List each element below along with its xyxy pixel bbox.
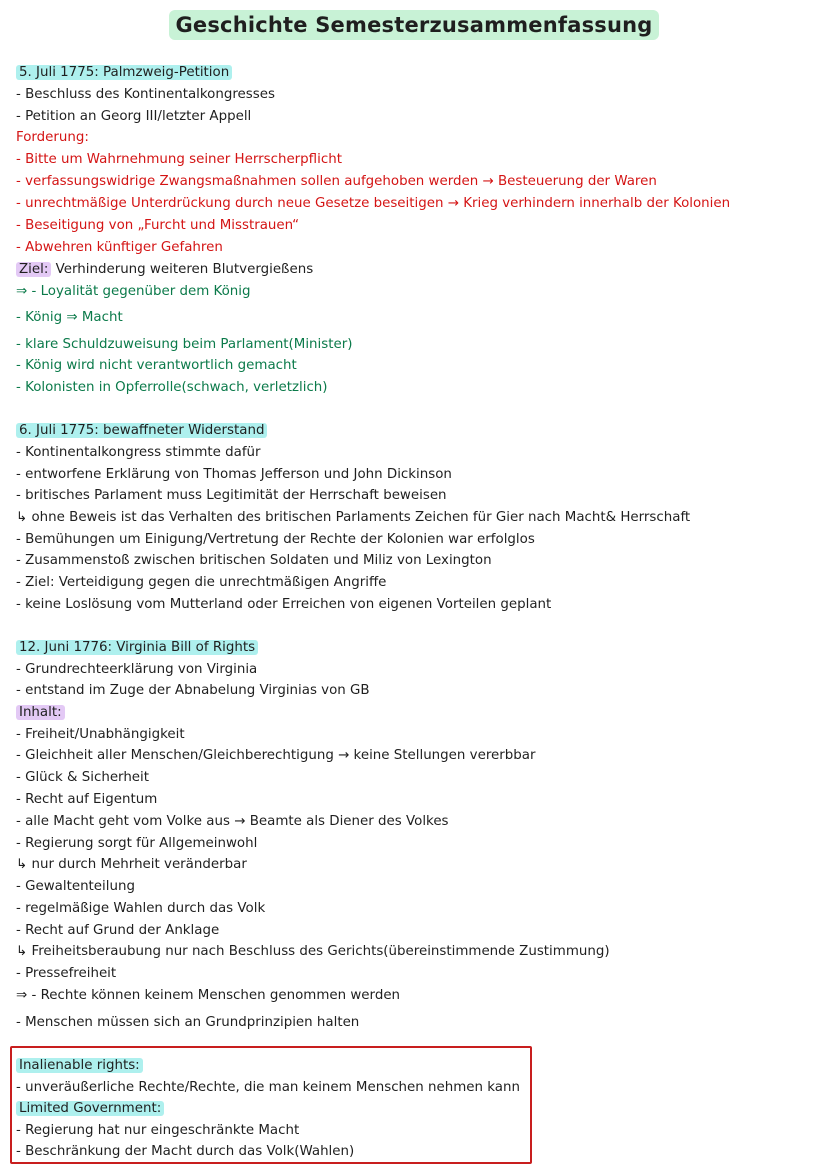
s1-forderung-item: - verfassungswidrige Zwangsmaßnahmen sollen aufgehoben werden → Besteuerung der Waren <box>16 174 657 189</box>
section-1-topic: Palmzweig-Petition <box>98 65 230 80</box>
s3-item: - Recht auf Grund der Anklage <box>16 923 220 938</box>
s3-item: - Pressefreiheit <box>16 966 117 981</box>
s1-ziel <box>16 261 313 279</box>
s3-item: - alle Macht geht vom Volke aus → Beamte als Diener des Volkes <box>16 814 449 829</box>
s2-line: - Zusammenstoß zwischen britischen Soldaten und Miliz von Lexington <box>16 553 492 568</box>
s1-green-item: - klare Schuldzuweisung beim Parlament(Minister) <box>16 337 353 352</box>
section-3-topic: Virginia Bill of Rights <box>112 640 256 655</box>
s2-line: - Kontinentalkongress stimmte dafür <box>16 445 261 460</box>
s1-line: - Beschluss des Kontinentalkongresses <box>16 87 275 102</box>
s2-line: ↳ ohne Beweis ist das Verhalten des britischen Parlaments Zeichen für Gier nach Macht& Herrschaft <box>16 510 691 525</box>
s3-item: ↳ nur durch Mehrheit veränderbar <box>16 857 247 872</box>
section-1-heading <box>16 64 232 82</box>
box-text: - unveräußerliche Rechte/Rechte, die man keinem Menschen nehmen kann <box>16 1080 520 1095</box>
box-text: - Regierung hat nur eingeschränkte Macht <box>16 1123 300 1138</box>
s3-line: - entstand im Zuge der Abnabelung Virginias von GB <box>16 683 370 698</box>
s1-forderung-item: - Beseitigung von „Furcht und Misstrauen“ <box>16 218 300 233</box>
s1-forderung-label: Forderung: <box>16 130 89 145</box>
s3-item: ⇒ - Rechte können keinem Menschen genommen werden <box>16 988 401 1003</box>
s3-item: - regelmäßige Wahlen durch das Volk <box>16 901 266 916</box>
section-3-heading <box>16 639 258 657</box>
s3-item: - Menschen müssen sich an Grundprinzipien halten <box>16 1015 360 1030</box>
s1-line: - Petition an Georg III/letzter Appell <box>16 109 252 124</box>
s3-line: - Grundrechteerklärung von Virginia <box>16 662 258 677</box>
s1-green-item: - König wird nicht verantwortlich gemacht <box>16 358 297 373</box>
box-heading-2: Limited Government: <box>16 1101 164 1116</box>
s2-line: - Bemühungen um Einigung/Vertretung der Rechte der Kolonien war erfolglos <box>16 532 535 547</box>
title-wrap <box>0 10 828 40</box>
section-2-date: 6. Juli 1775: <box>19 423 99 438</box>
s3-inhalt <box>16 704 65 722</box>
s2-line: - britisches Parlament muss Legitimität der Herrschaft beweisen <box>16 488 447 503</box>
s3-inhalt-label: Inhalt: <box>16 705 65 720</box>
page-title: Geschichte Semesterzusammenfassung <box>169 10 658 40</box>
s3-item: - Glück & Sicherheit <box>16 770 150 785</box>
s1-green-item: ⇒ - Loyalität gegenüber dem König <box>16 284 251 299</box>
s3-item: - Gewaltenteilung <box>16 879 135 894</box>
box-heading-inalienable <box>16 1057 143 1075</box>
s3-item: - Freiheit/Unabhängigkeit <box>16 727 185 742</box>
s3-item: - Regierung sorgt für Allgemeinwohl <box>16 836 258 851</box>
s1-ziel-text: Verhinderung weiteren Blutvergießens <box>51 262 314 277</box>
s1-forderung-item: - unrechtmäßige Unterdrückung durch neue Gesetze beseitigen → Krieg verhindern innerhalb der Kolonien <box>16 196 731 211</box>
section-1-date: 5. Juli 1775: <box>19 65 99 80</box>
s1-forderung-item: - Bitte um Wahrnehmung seiner Herrscherpflicht <box>16 152 342 167</box>
s1-green-item: - Kolonisten in Opferrolle(schwach, verletzlich) <box>16 380 328 395</box>
s3-item: - Gleichheit aller Menschen/Gleichberechtigung → keine Stellungen vererbbar <box>16 748 536 763</box>
s3-item: ↳ Freiheitsberaubung nur nach Beschluss des Gerichts(übereinstimmende Zustimmung) <box>16 944 610 959</box>
s1-green-item: - König ⇒ Macht <box>16 310 123 325</box>
box-heading-1: Inalienable rights: <box>16 1058 143 1073</box>
section-3-date: 12. Juni 1776: <box>19 640 113 655</box>
section-2-heading <box>16 422 267 440</box>
s1-ziel-label: Ziel: <box>16 262 51 277</box>
box-heading-limited <box>16 1100 164 1118</box>
s3-item: - Recht auf Eigentum <box>16 792 158 807</box>
box-text: - Beschränkung der Macht durch das Volk(Wahlen) <box>16 1144 355 1159</box>
s2-line: - entworfene Erklärung von Thomas Jefferson und John Dickinson <box>16 467 452 482</box>
s2-line: - keine Loslösung vom Mutterland oder Erreichen von eigenen Vorteilen geplant <box>16 597 552 612</box>
s1-forderung-item: - Abwehren künftiger Gefahren <box>16 240 223 255</box>
s2-line: - Ziel: Verteidigung gegen die unrechtmäßigen Angriffe <box>16 575 387 590</box>
section-2-topic: bewaffneter Widerstand <box>98 423 265 438</box>
